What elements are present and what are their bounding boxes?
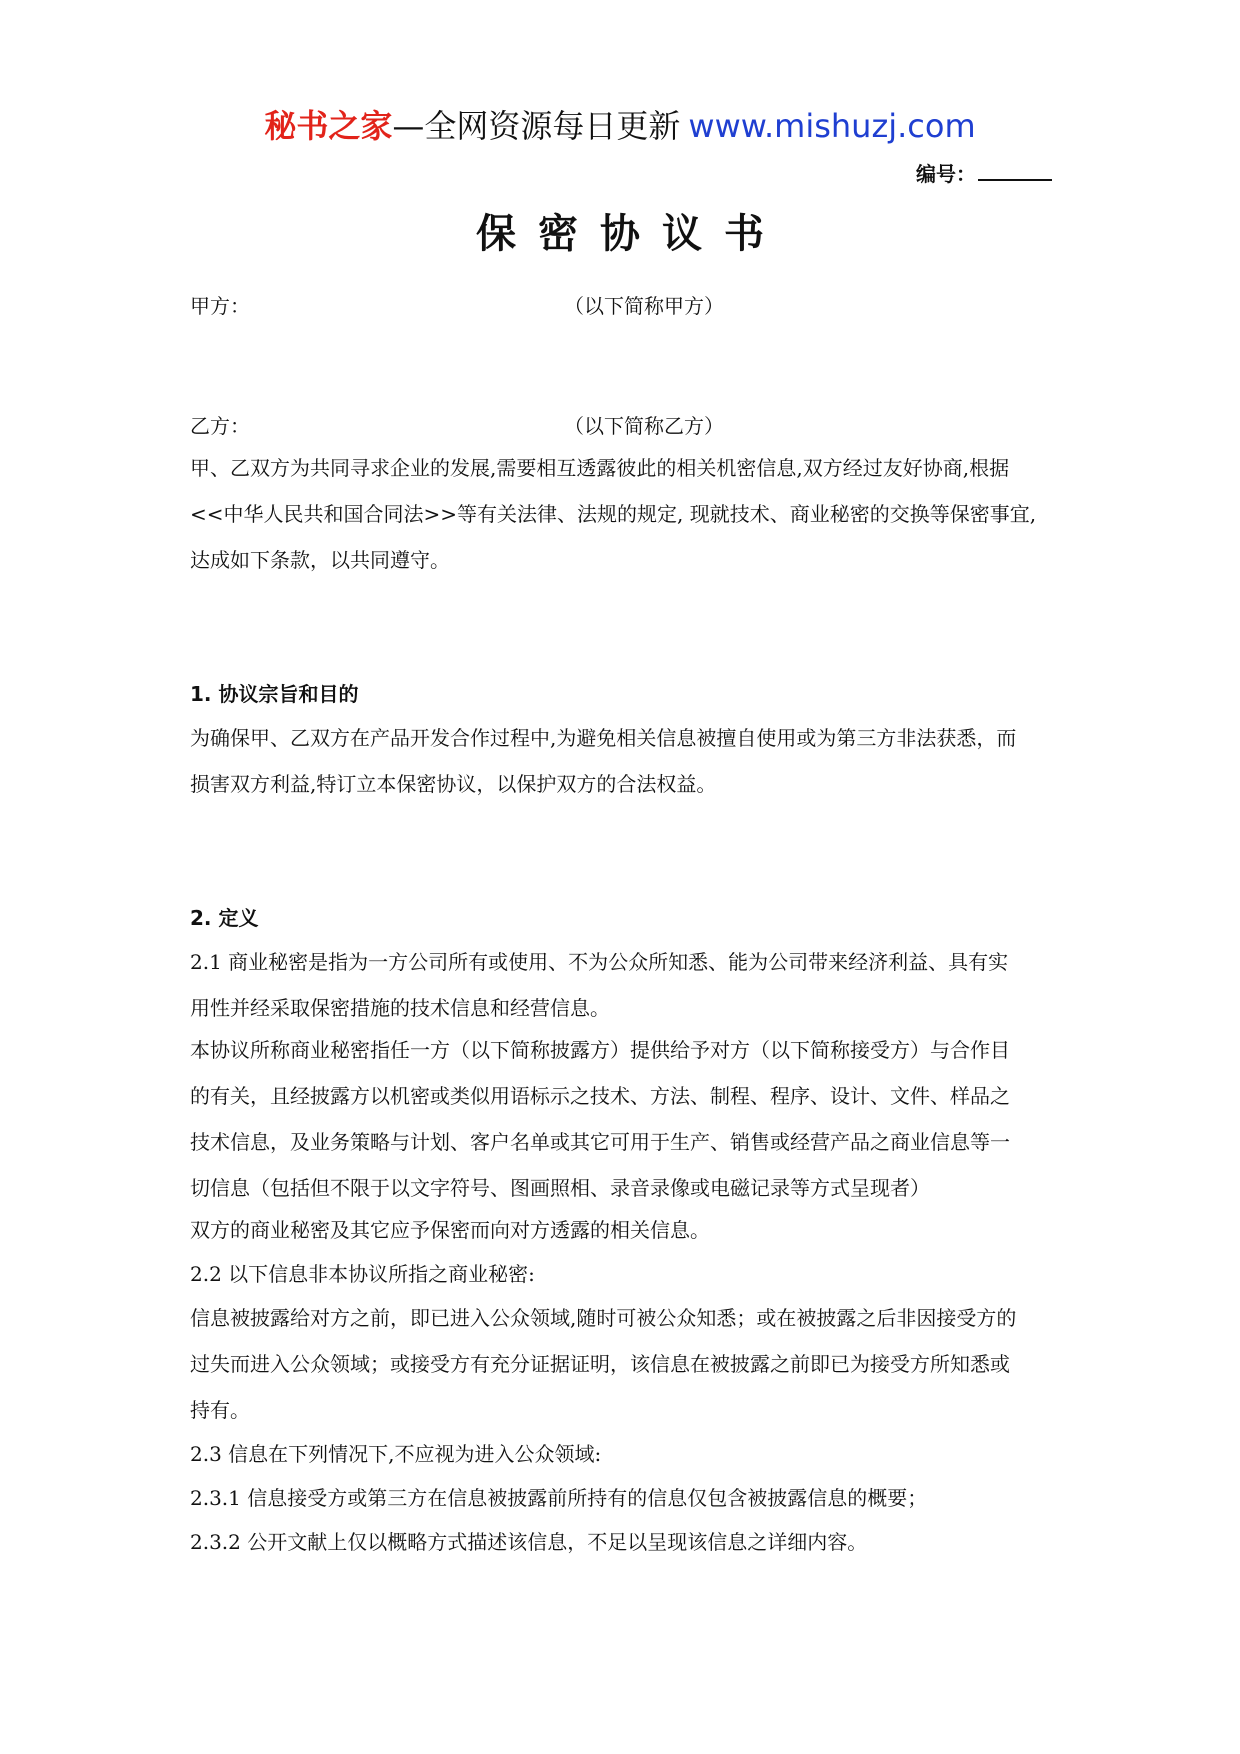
section-2-line: 技术信息，及业务策略与计划、客户名单或其它可用于生产、销售或经营产品之商业信息等一	[190, 1130, 1010, 1154]
document-number-blank	[978, 161, 1052, 181]
section-2-line: 2.3.1 信息接受方或第三方在信息被披露前所持有的信息仅包含被披露信息的概要；	[190, 1486, 928, 1510]
section-2-line: 2.2 以下信息非本协议所指之商业秘密:	[190, 1262, 535, 1286]
section-2-line: 用性并经采取保密措施的技术信息和经营信息。	[190, 996, 610, 1020]
preamble-line: <<中华人民共和国合同法>>等有关法律、法规的规定, 现就技术、商业秘密的交换等保密事宜,	[190, 502, 1037, 526]
party-a-label: 甲方：	[190, 294, 250, 318]
banner-tagline: —全网资源每日更新	[392, 107, 681, 145]
preamble-line: 甲、乙双方为共同寻求企业的发展,需要相互透露彼此的相关机密信息,双方经过友好协商,根据	[190, 456, 1010, 480]
banner-url-link[interactable]: www.mishuzj.com	[688, 107, 976, 145]
section-2-line: 本协议所称商业秘密指任一方（以下简称披露方）提供给予对方（以下简称接受方）与合作目	[190, 1038, 1010, 1062]
banner-brand: 秘书之家	[264, 107, 393, 145]
section-2-line: 信息被披露给对方之前，即已进入公众领域,随时可被公众知悉；或在被披露之后非因接受方的	[190, 1306, 1017, 1330]
document-number	[916, 160, 1052, 188]
section-1-line: 为确保甲、乙双方在产品开发合作过程中,为避免相关信息被擅自使用或为第三方非法获悉，而	[190, 726, 1017, 750]
preamble-line: 达成如下条款，以共同遵守。	[190, 548, 450, 572]
document-number-label: 编号：	[916, 162, 976, 186]
party-b-note: （以下简称乙方）	[564, 414, 724, 438]
section-2-line: 2.3.2 公开文献上仅以概略方式描述该信息，不足以呈现该信息之详细内容。	[190, 1530, 868, 1554]
section-2-line: 双方的商业秘密及其它应予保密而向对方透露的相关信息。	[190, 1218, 710, 1242]
section-2-line: 切信息（包括但不限于以文字符号、图画照相、录音录像或电磁记录等方式呈现者）	[190, 1176, 930, 1200]
party-a-note: （以下简称甲方）	[564, 294, 724, 318]
section-2-line: 持有。	[190, 1398, 250, 1422]
document-title: 保密协议书	[476, 211, 786, 257]
section-2-line: 的有关，且经披露方以机密或类似用语标示之技术、方法、制程、程序、设计、文件、样品之	[190, 1084, 1010, 1108]
section-2-line: 过失而进入公众领域；或接受方有充分证据证明，该信息在被披露之前即已为接受方所知悉或	[190, 1352, 1010, 1376]
section-1-line: 损害双方利益,特订立本保密协议，以保护双方的合法权益。	[190, 772, 717, 796]
section-2-line: 2.1 商业秘密是指为一方公司所有或使用、不为公众所知悉、能为公司带来经济利益、具有实	[190, 950, 1009, 974]
section-2-heading: 2. 定义	[190, 906, 259, 930]
section-1-heading: 1. 协议宗旨和目的	[190, 682, 359, 706]
party-b-label: 乙方：	[190, 414, 250, 438]
section-2-line: 2.3 信息在下列情况下,不应视为进入公众领域:	[190, 1442, 602, 1466]
site-banner	[0, 104, 1240, 148]
